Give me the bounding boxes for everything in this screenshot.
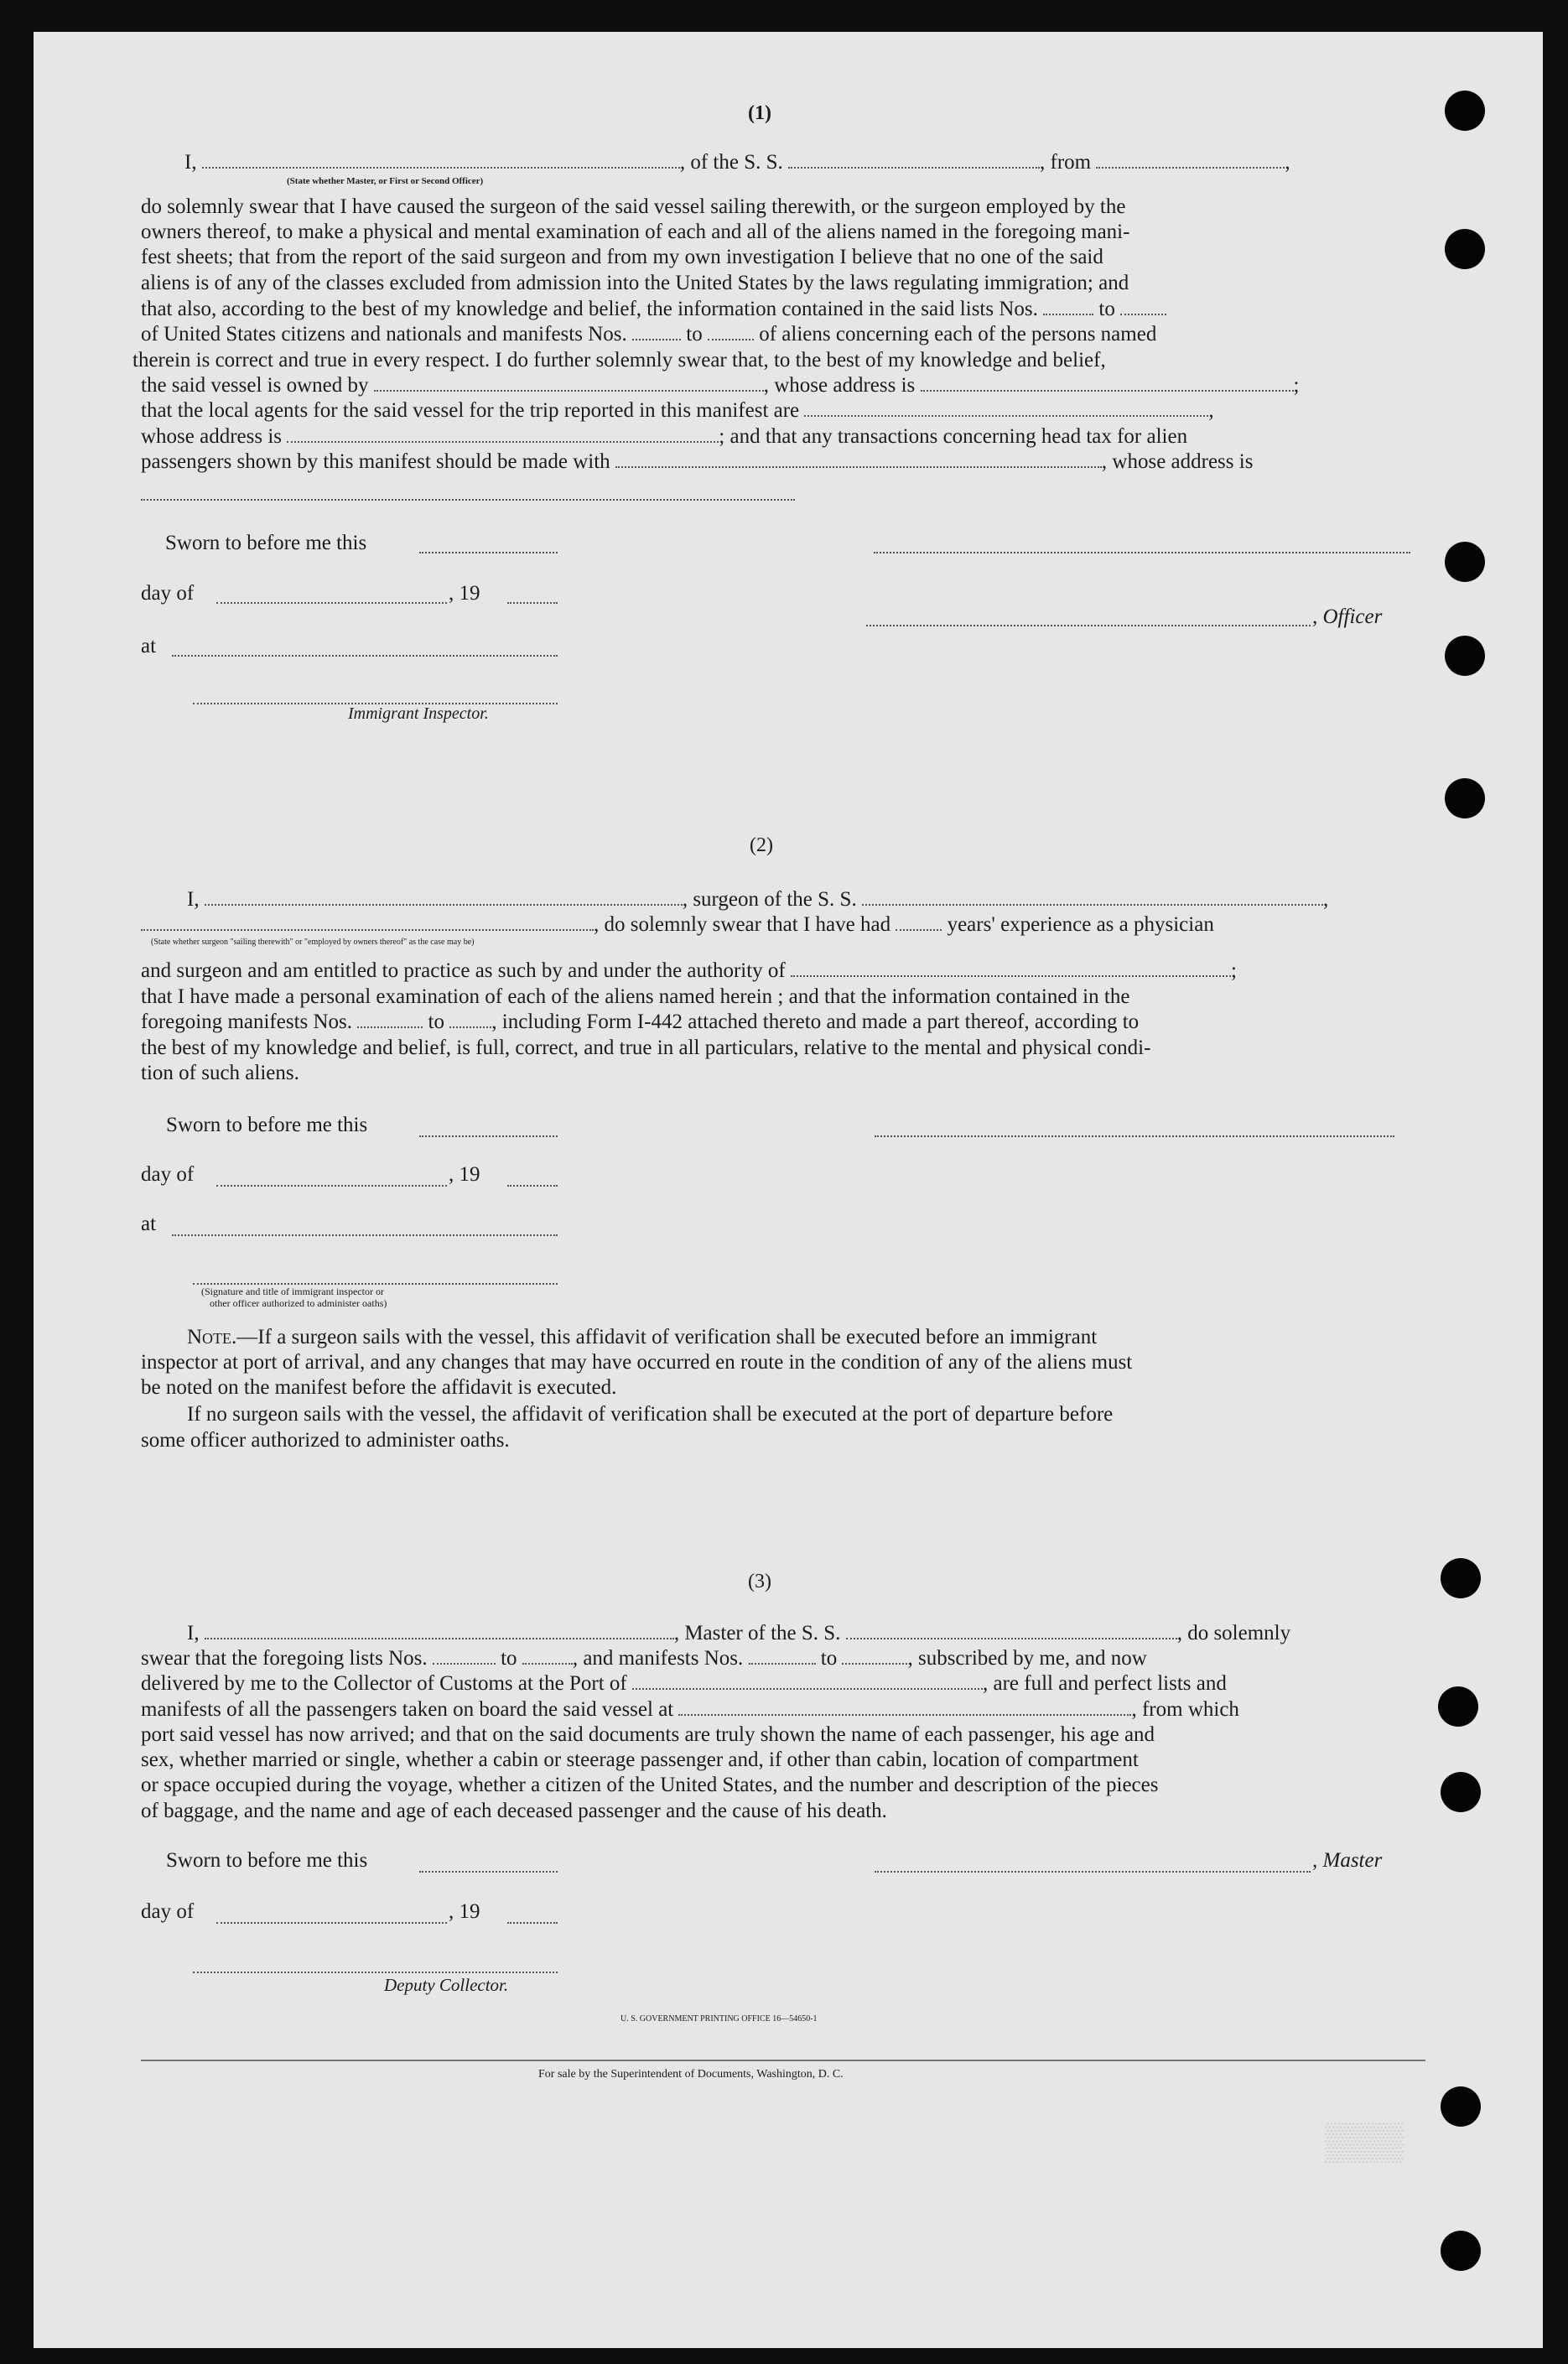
sec2-line-1: I, , surgeon of the S. S. ,: [187, 888, 1329, 911]
sec3-lists-to-field[interactable]: [522, 1646, 573, 1665]
punch-hole: [1445, 91, 1485, 131]
sec2-line-7: tion of such aliens.: [141, 1062, 299, 1084]
sec2-year-label: , 19: [449, 1163, 480, 1186]
sec3-lists-from-field[interactable]: [433, 1646, 496, 1665]
sec1-month-field[interactable]: [216, 602, 447, 604]
sec1-line-6: that also, according to the best of my knowledge and belief, the information contained in the said lists Nos. to: [141, 297, 1166, 322]
sec2-inspector-signature[interactable]: [193, 1283, 558, 1285]
sec1-body-4: aliens is of any of the classes excluded from admission into the United States by the laws regulating immigration; and: [141, 272, 1129, 294]
lists-from-field[interactable]: [1043, 297, 1093, 315]
sec2-note-line-4: If no surgeon sails with the vessel, the affidavit of verification shall be executed at the port of departure before: [187, 1403, 1114, 1426]
sec1-year-field[interactable]: [507, 602, 558, 604]
surgeon-status-note: (State whether surgeon "sailing therewith" or "employed by owners thereof" as the case may be): [151, 938, 475, 947]
manifests-to-field[interactable]: [708, 322, 754, 340]
note-label: Note.: [187, 1326, 237, 1348]
form-page: [34, 32, 1543, 2348]
sec3-body-4: of baggage, and the name and age of each deceased passenger and the cause of his death.: [141, 1800, 887, 1822]
sec1-line-12: passengers shown by this manifest should be made with , whose address is: [141, 450, 1254, 473]
gpo-imprint: U. S. GOVERNMENT PRINTING OFFICE 16—54650-1: [620, 2014, 818, 2024]
sec1-body-3: fest sheets; that from the report of the said surgeon and from my own investigation I believe that no one of the said: [141, 246, 1103, 268]
sec1-sworn-day-field[interactable]: [419, 552, 558, 553]
local-agents-field[interactable]: [804, 398, 1208, 417]
owner-address-field[interactable]: [921, 373, 1294, 392]
sec2-year-field[interactable]: [507, 1185, 558, 1187]
sec1-body-2: owners thereof, to make a physical and mental examination of each and all of the aliens named in the foregoing mani-: [141, 221, 1130, 243]
sec2-note-line-3: be noted on the manifest before the affidavit is executed.: [141, 1376, 617, 1399]
sec1-body-1: do solemnly swear that I have caused the surgeon of the said vessel sailing therewith, or the surgeon employed by the: [141, 195, 1126, 218]
sec3-body-2: sex, whether married or single, whether a cabin or steerage passenger and, if other than cabin, location of compartment: [141, 1748, 1139, 1771]
sec2-note-line-2: inspector at port of arrival, and any changes that may have occurred en route in the condition of any of the aliens must: [141, 1351, 1133, 1374]
boarding-port-field[interactable]: [678, 1697, 1131, 1716]
sec2-ship-name-field[interactable]: [862, 887, 1323, 906]
sec1-officer-signature-top[interactable]: [874, 552, 1410, 553]
sec2-surgeon-signature[interactable]: [875, 1135, 1394, 1137]
sec2-at-label: at: [141, 1213, 157, 1235]
sec3-body-3: or space occupied during the voyage, whether a citizen of the United States, and the number and description of the pieces: [141, 1774, 1159, 1796]
master-name-field[interactable]: [205, 1621, 674, 1639]
sec2-line-3: and surgeon and am entitled to practice as such by and under the authority of ;: [141, 959, 1237, 982]
sec1-day-label: day of: [141, 582, 195, 605]
owner-field[interactable]: [374, 373, 764, 392]
punch-hole: [1438, 1686, 1478, 1727]
sec3-collector-label: Deputy Collector.: [384, 1975, 509, 1995]
sec3-collector-signature[interactable]: [193, 1972, 558, 1973]
punch-hole: [1445, 542, 1485, 582]
sec3-body-1: port said vessel has now arrived; and that on the said documents are truly shown the name of each passenger, his age and: [141, 1723, 1155, 1746]
sec3-line-4: manifests of all the passengers taken on board the said vessel at , from which: [141, 1698, 1239, 1721]
sec1-sworn-label: Sworn to before me this: [165, 532, 367, 554]
ship-name-field[interactable]: [788, 150, 1040, 169]
sec3-line-1: I, , Master of the S. S. , do solemnly: [187, 1622, 1291, 1644]
sec2-line-5: foregoing manifests Nos. to , including Form I-442 attached thereto and made a part thereof, according to: [141, 1011, 1140, 1033]
officer-rank-note: (State whether Master, or First or Second Officer): [287, 176, 484, 186]
punch-hole: [1441, 1558, 1481, 1598]
sec3-master-label: , Master: [1312, 1849, 1383, 1872]
head-tax-address-line[interactable]: [141, 499, 795, 501]
sec1-inspector-label: Immigrant Inspector.: [348, 704, 489, 723]
years-experience-field[interactable]: [896, 912, 942, 931]
surgeon-status-field[interactable]: [141, 912, 594, 931]
punch-hole: [1441, 2231, 1481, 2271]
sale-notice: For sale by the Superintendent of Documents, Washington, D. C.: [538, 2068, 844, 2081]
officer-name-field[interactable]: [202, 150, 680, 169]
manifests-from-field[interactable]: [632, 322, 681, 340]
sec2-manifests-to-field[interactable]: [449, 1010, 491, 1028]
sec3-sworn-day-field[interactable]: [419, 1871, 558, 1873]
sec1-line-9: the said vessel is owned by , whose address is ;: [141, 374, 1300, 397]
sec1-officer-signature[interactable]: [866, 625, 1311, 626]
punch-hole: [1445, 229, 1485, 269]
sec1-line-8: therein is correct and true in every respect. I do further solemnly swear that, to the best of my knowledge and belief,: [132, 349, 1106, 371]
sec3-line-3: delivered by me to the Collector of Customs at the Port of , are full and perfect lists and: [141, 1672, 1227, 1695]
punch-hole: [1441, 1772, 1481, 1812]
sec3-line-2: swear that the foregoing lists Nos. to , and manifests Nos. to , subscribed by me, and now: [141, 1647, 1147, 1670]
sec3-year-label: , 19: [449, 1900, 480, 1923]
agents-address-field[interactable]: [287, 424, 719, 443]
faded-stamp: ▒▒▒: [1325, 2121, 1404, 2162]
sec3-ship-name-field[interactable]: [846, 1621, 1177, 1639]
sec2-sig-note-1: (Signature and title of immigrant inspector or: [201, 1286, 384, 1297]
sec1-line-10: that the local agents for the said vessel for the trip reported in this manifest are ,: [141, 399, 1214, 422]
sec1-year-label: , 19: [449, 582, 480, 605]
footer-rule: [141, 2060, 1425, 2061]
sec2-manifests-from-field[interactable]: [357, 1010, 423, 1028]
sec2-sworn-label: Sworn to before me this: [166, 1114, 368, 1136]
sec3-manifests-to-field[interactable]: [842, 1646, 907, 1665]
sec2-line-2: , do solemnly swear that I have had years' experience as a physician: [141, 912, 1214, 938]
punch-hole: [1445, 778, 1485, 818]
sec2-day-label: day of: [141, 1163, 195, 1186]
sec3-day-label: day of: [141, 1900, 195, 1923]
sec2-line-4: that I have made a personal examination of each of the aliens named herein ; and that the information contained in the: [141, 985, 1130, 1008]
sec1-line-1: I, , of the S. S. , from ,: [184, 151, 1290, 174]
sec1-line-11: whose address is ; and that any transactions concerning head tax for alien: [141, 425, 1188, 448]
sec3-manifests-from-field[interactable]: [749, 1646, 816, 1665]
sec1-officer-label: , Officer: [1312, 605, 1383, 628]
sec2-line-6: the best of my knowledge and belief, is full, correct, and true in all particulars, relative to the mental and physical condi-: [141, 1037, 1151, 1059]
surgeon-name-field[interactable]: [205, 887, 683, 906]
collector-port-field[interactable]: [632, 1671, 983, 1690]
from-port-field[interactable]: [1096, 150, 1285, 169]
head-tax-contact-field[interactable]: [615, 449, 1102, 468]
punch-hole: [1441, 2086, 1481, 2127]
sec1-at-label: at: [141, 635, 157, 657]
punch-hole: [1445, 636, 1485, 676]
sec2-month-field[interactable]: [216, 1185, 447, 1187]
sec2-at-field[interactable]: [172, 1234, 558, 1236]
section-1-heading: (1): [748, 102, 771, 124]
sec1-at-field[interactable]: [172, 655, 558, 657]
section-3-heading: (3): [748, 1571, 771, 1592]
sec1-line-7: of United States citizens and nationals and manifests Nos. to of aliens concerning each of the persons named: [141, 323, 1157, 346]
sec3-year-field[interactable]: [507, 1922, 558, 1924]
sec2-note-line-1: Note.—If a surgeon sails with the vessel, this affidavit of verification shall be executed before an immigrant: [187, 1326, 1098, 1348]
sec2-note-line-5: some officer authorized to administer oaths.: [141, 1429, 510, 1452]
sec3-master-signature[interactable]: [875, 1871, 1311, 1873]
sec3-month-field[interactable]: [216, 1922, 447, 1924]
sec2-sworn-day-field[interactable]: [419, 1135, 558, 1137]
section-2-heading: (2): [750, 834, 773, 856]
practice-authority-field[interactable]: [791, 959, 1231, 977]
lists-to-field[interactable]: [1120, 297, 1166, 315]
sec2-sig-note-2: other officer authorized to administer oaths): [210, 1297, 387, 1309]
sec3-sworn-label: Sworn to before me this: [166, 1849, 368, 1872]
